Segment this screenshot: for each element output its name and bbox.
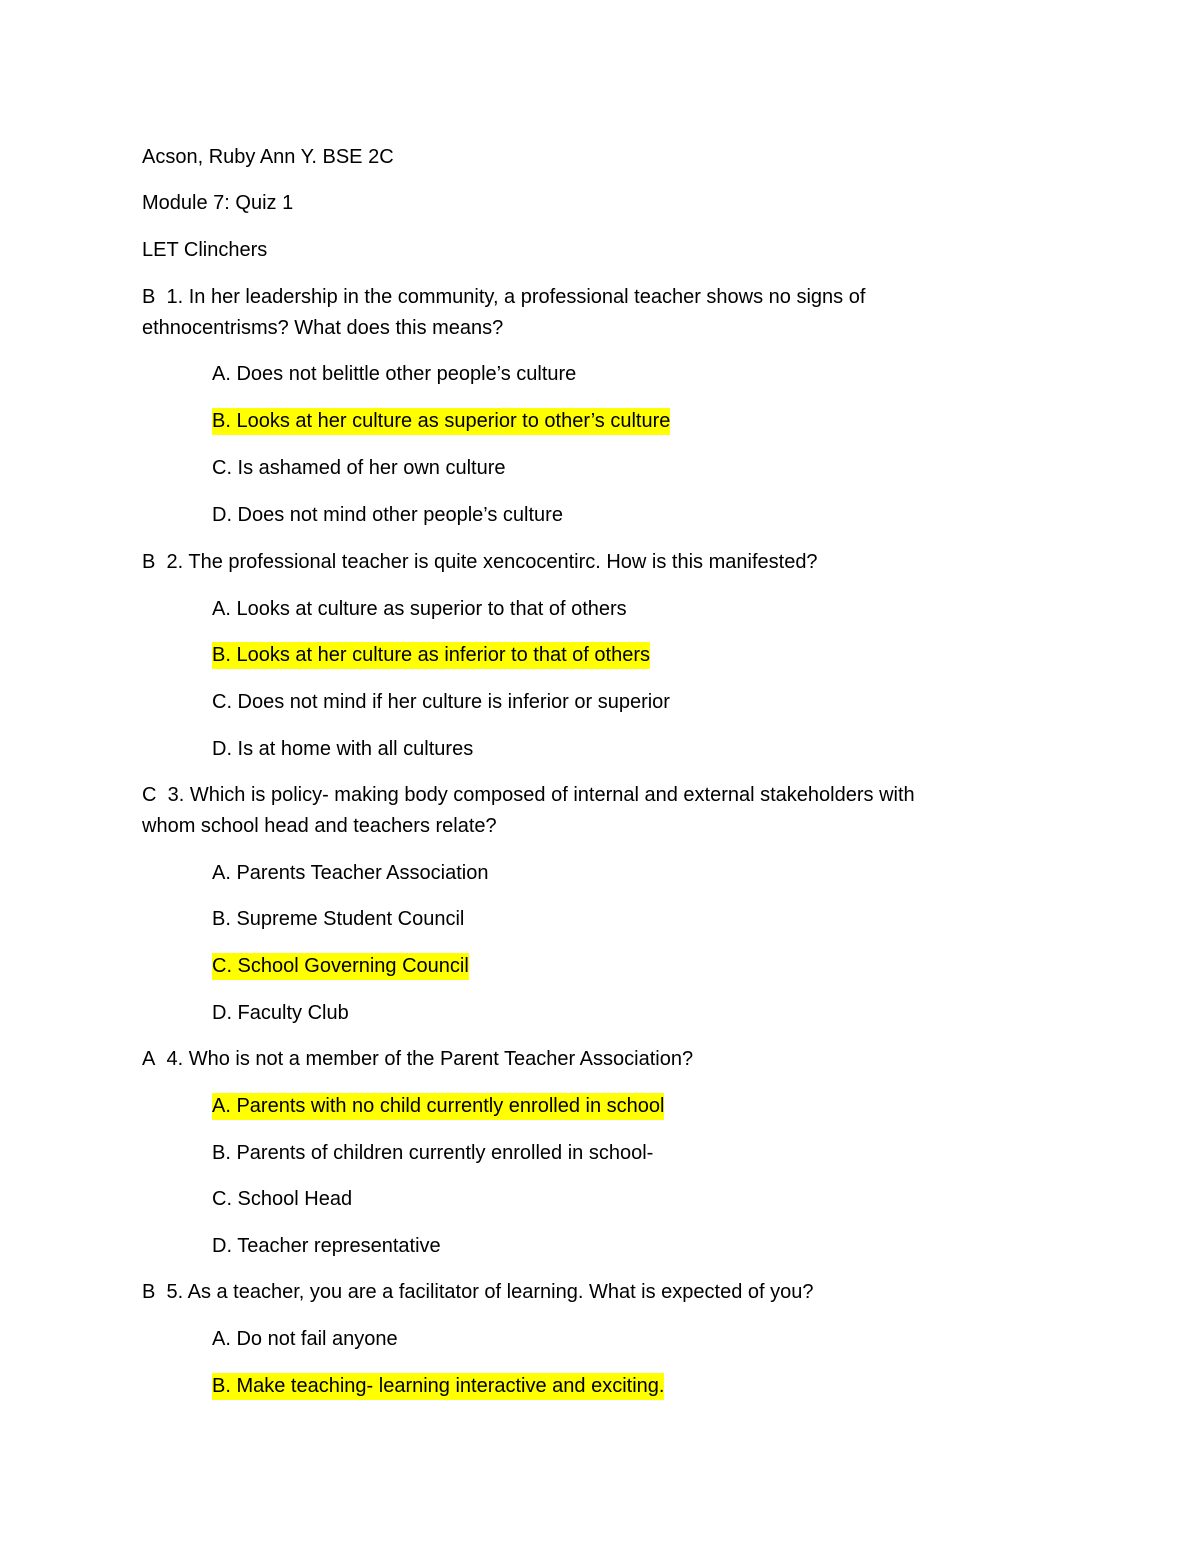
question-1-continued: ethnocentrisms? What does this means? xyxy=(142,317,504,339)
answer-key: A xyxy=(142,1048,156,1070)
student-name-line: Acson, Ruby Ann Y. BSE 2C xyxy=(142,146,394,168)
option: A. Does not belittle other people’s culture xyxy=(212,363,577,385)
option: A. Looks at culture as superior to that of others xyxy=(212,598,627,620)
question-number: 2. xyxy=(166,551,184,573)
question-3-continued: whom school head and teachers relate? xyxy=(142,815,497,837)
question-number: 4. xyxy=(166,1048,184,1070)
option: A. Do not fail anyone xyxy=(212,1328,398,1350)
option-highlighted: A. Parents with no child currently enrolled in school xyxy=(212,1094,664,1118)
answer-key: B xyxy=(142,286,156,308)
option-highlighted: C. School Governing Council xyxy=(212,954,469,978)
answer-key: B xyxy=(142,1281,156,1303)
option: B. Supreme Student Council xyxy=(212,908,465,930)
question-text: In her leadership in the community, a professional teacher shows no signs of xyxy=(188,286,866,308)
module-title: Module 7: Quiz 1 xyxy=(142,192,294,214)
question-number: 3. xyxy=(167,784,185,806)
option: C. Is ashamed of her own culture xyxy=(212,457,506,479)
question-text: Who is not a member of the Parent Teacher Association? xyxy=(188,1048,694,1070)
source-title: LET Clinchers xyxy=(142,239,268,261)
option: B. Parents of children currently enrolled in school- xyxy=(212,1142,654,1164)
option: A. Parents Teacher Association xyxy=(212,862,489,884)
question-text: The professional teacher is quite xencocentirc. How is this manifested? xyxy=(188,551,818,573)
question-text: Which is policy- making body composed of internal and external stakeholders with xyxy=(189,784,915,806)
question-4 xyxy=(142,1047,693,1071)
question-text: As a teacher, you are a facilitator of learning. What is expected of you? xyxy=(187,1281,814,1303)
question-number: 5. xyxy=(166,1281,184,1303)
question-5 xyxy=(142,1280,814,1304)
question-3 xyxy=(142,783,915,807)
answer-key: C xyxy=(142,784,157,806)
question-1 xyxy=(142,285,865,309)
option: C. Does not mind if her culture is inferior or superior xyxy=(212,691,670,713)
option-highlighted: B. Make teaching- learning interactive and exciting. xyxy=(212,1374,664,1398)
option: D. Is at home with all cultures xyxy=(212,738,474,760)
question-2 xyxy=(142,550,818,574)
option-highlighted: B. Looks at her culture as inferior to that of others xyxy=(212,643,650,667)
question-number: 1. xyxy=(166,286,184,308)
option: D. Teacher representative xyxy=(212,1235,441,1257)
answer-key: B xyxy=(142,551,156,573)
option-highlighted: B. Looks at her culture as superior to other’s culture xyxy=(212,409,670,433)
option: D. Does not mind other people’s culture xyxy=(212,504,563,526)
option: D. Faculty Club xyxy=(212,1002,349,1024)
option: C. School Head xyxy=(212,1188,353,1210)
